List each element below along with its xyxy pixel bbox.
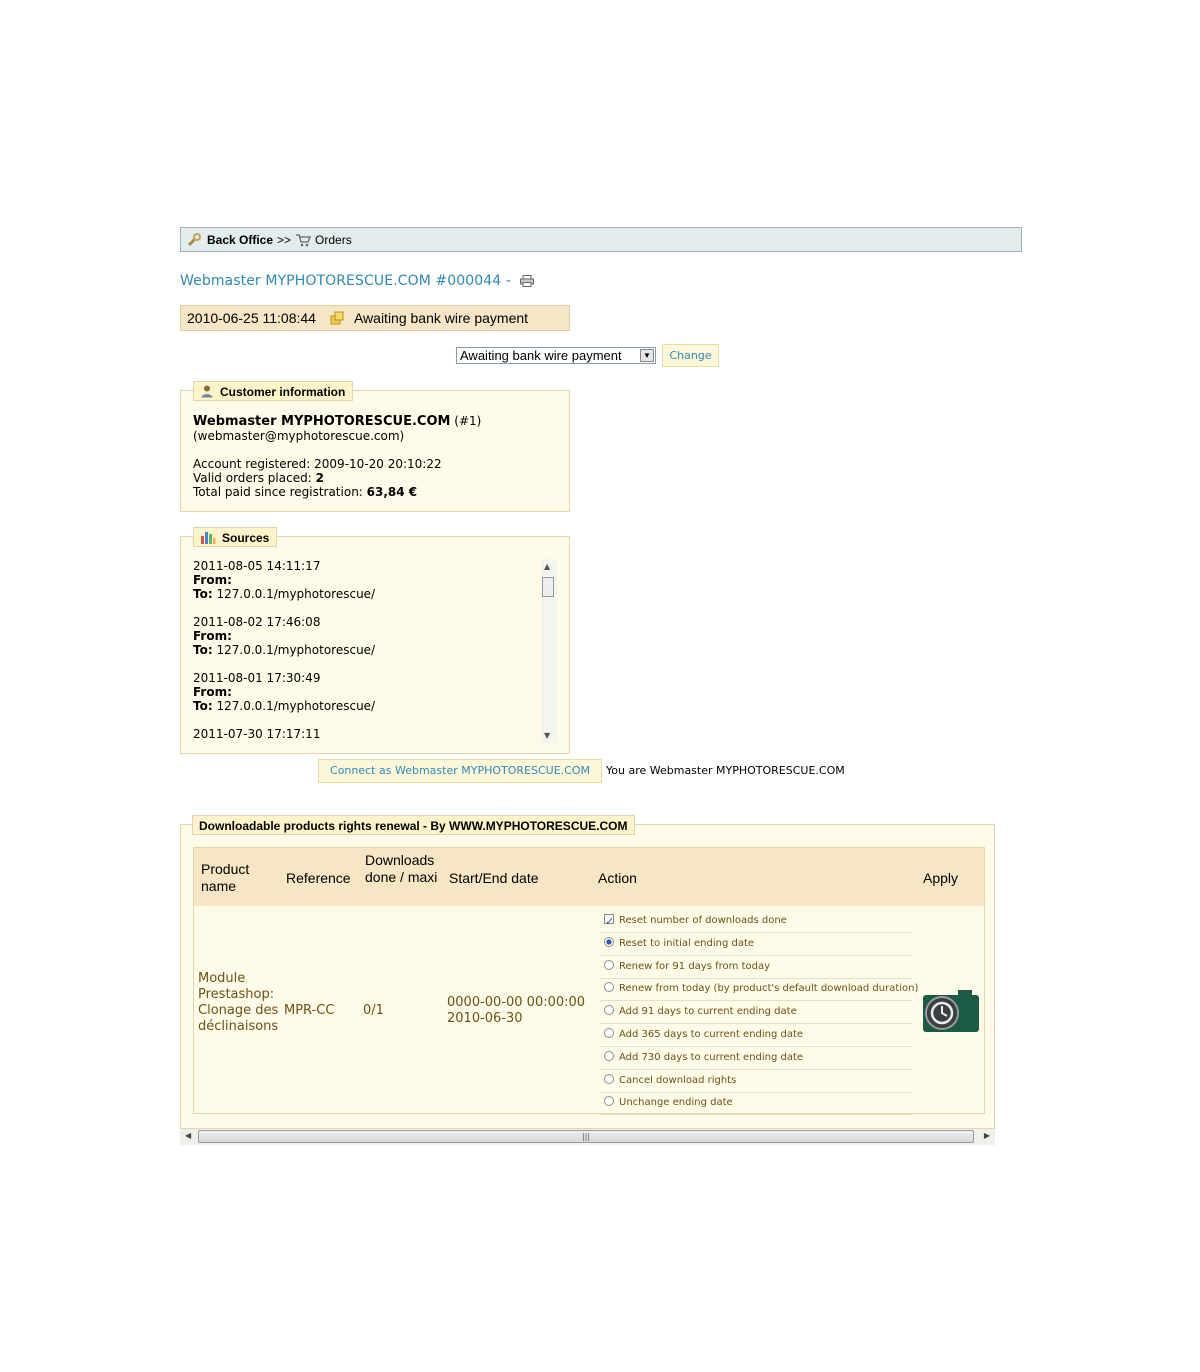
order-title-text: Webmaster MYPHOTORESCUE.COM #000044 -: [180, 273, 512, 289]
sources-legend: [193, 527, 277, 547]
action-radio[interactable]: [604, 1028, 614, 1038]
action-label: Renew for 91 days from today: [619, 960, 770, 972]
scroll-right-icon[interactable]: ▶: [983, 1131, 990, 1140]
action-radio[interactable]: [604, 1051, 614, 1061]
action-label: Unchange ending date: [619, 1097, 733, 1109]
downloads-table-header: [194, 848, 984, 906]
print-icon[interactable]: [520, 275, 534, 287]
source-date: 2011-08-01 17:30:49: [193, 671, 321, 685]
breadcrumb-separator: >>: [277, 232, 292, 247]
orders-label: Valid orders placed:: [193, 471, 312, 485]
action-option[interactable]: [600, 978, 919, 1001]
source-to-label: To:: [193, 699, 213, 713]
action-label: Add 730 days to current ending date: [619, 1051, 804, 1063]
source-entry: [193, 615, 539, 657]
source-date: 2011-08-05 14:11:17: [193, 559, 321, 573]
header-reference: Reference: [286, 870, 351, 886]
customer-details: [193, 414, 481, 499]
header-dates: Start/End date: [449, 870, 539, 886]
cart-icon: [295, 233, 311, 247]
action-label: Reset number of downloads done: [619, 915, 787, 926]
action-radio[interactable]: [604, 1096, 614, 1106]
action-radio[interactable]: [604, 982, 614, 992]
action-radio[interactable]: [604, 960, 614, 970]
product-name-cell: Module Prestashop: Clonage des déclinaisons: [198, 971, 279, 1034]
connect-as-customer-button[interactable]: Connect as Webmaster MYPHOTORESCUE.COM: [318, 759, 602, 783]
sources-scrollbar[interactable]: [541, 559, 557, 743]
registered-label: Account registered:: [193, 457, 311, 471]
source-date: 2011-08-02 17:46:08: [193, 615, 321, 629]
action-label: Add 91 days to current ending date: [619, 1006, 797, 1018]
bar-chart-icon: [200, 530, 216, 544]
action-option[interactable]: [600, 910, 912, 933]
orders-count: 2: [315, 471, 324, 485]
customer-id: (#1): [454, 414, 482, 428]
source-from-label: From:: [193, 685, 232, 699]
user-icon: [200, 384, 214, 398]
action-label: Cancel download rights: [619, 1074, 737, 1086]
start-date: 0000-00-00 00:00:00: [447, 995, 586, 1010]
customer-legend-label: Customer information: [220, 385, 346, 399]
change-button[interactable]: Change: [662, 344, 719, 367]
registered-date: 2009-10-20 20:10:22: [314, 457, 442, 471]
wrench-icon: [187, 233, 201, 247]
downloads-table: [193, 847, 985, 1114]
sources-legend-label: Sources: [222, 531, 270, 545]
breadcrumb-home-link[interactable]: Back Office: [207, 232, 274, 247]
source-entry: [193, 559, 539, 601]
header-action: Action: [598, 870, 637, 886]
action-radio[interactable]: [604, 937, 614, 947]
source-entry: [193, 727, 539, 741]
action-checkbox[interactable]: [604, 914, 614, 924]
reference-cell: MPR-CC: [284, 1003, 335, 1018]
scroll-left-icon[interactable]: ◀: [185, 1131, 192, 1140]
source-entry: [193, 671, 539, 713]
breadcrumb: [180, 227, 1022, 252]
source-to-value: 127.0.0.1/myphotorescue/: [216, 699, 376, 713]
action-label: Renew from today (by product's default download duration): [619, 983, 919, 995]
source-from-label: From:: [193, 629, 232, 643]
connected-as-note: You are Webmaster MYPHOTORESCUE.COM: [606, 764, 845, 777]
action-option[interactable]: [600, 1092, 912, 1115]
action-option[interactable]: [600, 1047, 912, 1070]
page-title: [180, 273, 534, 289]
action-label: Add 365 days to current ending date: [619, 1029, 804, 1040]
dates-cell: [447, 995, 585, 1027]
customer-name: Webmaster MYPHOTORESCUE.COM: [193, 414, 451, 429]
coins-icon: [330, 311, 344, 325]
customer-email: (webmaster@myphotorescue.com): [193, 429, 405, 443]
source-to-label: To:: [193, 587, 213, 601]
action-option[interactable]: [600, 956, 912, 979]
action-option[interactable]: [600, 1024, 912, 1047]
header-product: Product name: [201, 861, 250, 894]
chevron-down-icon: ▼: [640, 349, 654, 362]
camera-restore-icon[interactable]: [922, 989, 980, 1033]
action-option[interactable]: [600, 1001, 912, 1024]
downloads-cell: 0/1: [363, 1003, 384, 1018]
order-state-selected: Awaiting bank wire payment: [460, 348, 622, 363]
end-date: 2010-06-30: [447, 1011, 523, 1026]
source-to-value: 127.0.0.1/myphotorescue/: [216, 587, 376, 601]
status-date: 2010-06-25 11:08:44: [187, 310, 316, 326]
scroll-down-icon[interactable]: ▼: [544, 731, 551, 740]
scroll-up-icon[interactable]: ▲: [544, 562, 551, 571]
source-date: 2011-07-30 17:17:11: [193, 727, 321, 741]
breadcrumb-current: Orders: [315, 232, 352, 247]
sources-list[interactable]: [193, 559, 539, 743]
status-label: Awaiting bank wire payment: [353, 310, 529, 326]
action-option[interactable]: [600, 1070, 912, 1093]
header-apply: Apply: [923, 870, 959, 886]
source-from-label: From:: [193, 573, 232, 587]
paid-total: 63,84 €: [366, 485, 418, 499]
action-radio[interactable]: [604, 1005, 614, 1015]
horizontal-scrollbar[interactable]: [180, 1129, 995, 1145]
source-to-value: 127.0.0.1/myphotorescue/: [216, 643, 376, 657]
header-downloads: Downloads done / maxi: [365, 852, 438, 885]
scrollbar-thumb[interactable]: |||: [198, 1130, 974, 1143]
downloads-legend: Downloadable products rights renewal - By WWW.MYPHOTORESCUE.COM: [192, 815, 635, 835]
order-state-select[interactable]: [456, 347, 656, 364]
customer-information-legend: [193, 381, 353, 401]
action-radio[interactable]: [604, 1074, 614, 1084]
paid-label: Total paid since registration:: [193, 485, 363, 499]
action-option[interactable]: [600, 933, 912, 956]
scrollbar-thumb[interactable]: [542, 577, 554, 597]
order-status-bar: [180, 305, 570, 331]
action-label: Reset to initial ending date: [619, 937, 755, 949]
source-to-label: To:: [193, 643, 213, 657]
